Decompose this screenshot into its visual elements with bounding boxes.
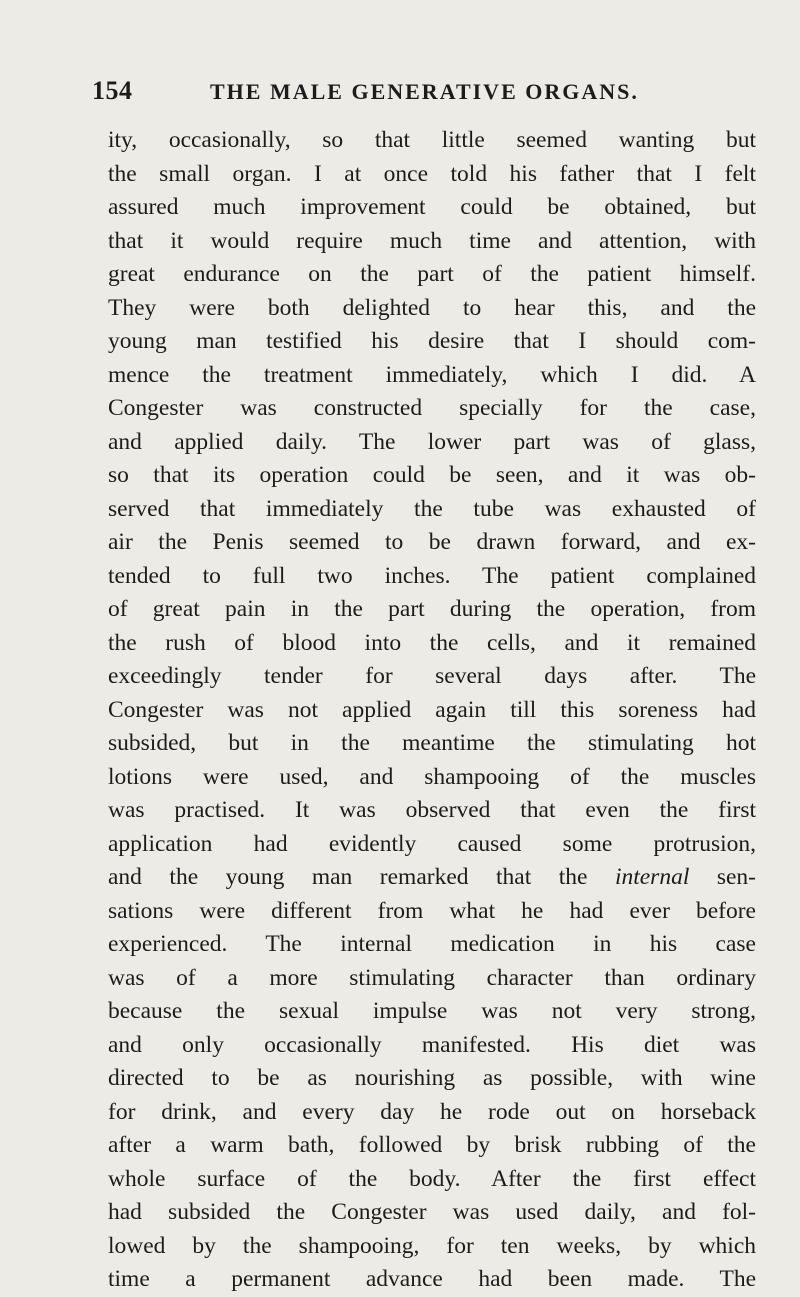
text-line: exceedingly tender for several days after. The [108,663,756,689]
text-line: and the young man remarked that the internal sen- [108,864,756,890]
text-line: directed to be as nourishing as possible, with wine [108,1065,756,1091]
text-line: lowed by the shampooing, for ten weeks, by which [108,1232,756,1259]
text-line: served that immediately the tube was exhausted of [108,495,756,522]
text-line: for drink, and every day he rode out on horseback [108,1098,756,1125]
text-line: Congester was not applied again till this soreness had [108,696,756,723]
text-line: They were both delighted to hear this, and the [108,294,756,321]
text-line: time a permanent advance had been made. The [108,1266,756,1292]
text-line: was practised. It was observed that even the first [108,797,756,823]
running-title: THE MALE GENERATIVE ORGANS. [210,79,639,104]
page-header [92,76,722,112]
text-line: of great pain in the part during the operation, from [108,596,756,622]
text-line: that it would require much time and attention, with [108,227,756,254]
text-line: was of a more stimulating character than ordinary [108,964,756,991]
page-number: 154 [92,76,133,105]
text-line: the small organ. I at once told his father that I felt [108,160,756,187]
text-line: experienced. The internal medication in his case [108,931,756,957]
text-line: ity, occasionally, so that little seemed wanting but [108,127,756,153]
text-line: air the Penis seemed to be drawn forward, and ex- [108,529,756,555]
text-line: had subsided the Congester was used daily, and fol- [108,1199,756,1225]
text-line: the rush of blood into the cells, and it remained [108,629,756,656]
text-line: because the sexual impulse was not very strong, [108,998,756,1024]
text-line: assured much improvement could be obtained, but [108,194,756,220]
text-line: so that its operation could be seen, and it was ob- [108,462,756,488]
text-line: great endurance on the part of the patient himself. [108,261,756,287]
emphasis: internal [614,864,690,890]
text-line: whole surface of the body. After the first effect [108,1165,756,1192]
text-line: Congester was constructed specially for the case, [108,395,756,421]
text-line: tended to full two inches. The patient complained [108,562,756,589]
text-line: after a warm bath, followed by brisk rubbing of the [108,1132,756,1158]
text-line: and applied daily. The lower part was of glass, [108,428,756,455]
text-line: young man testified his desire that I should com- [108,328,756,354]
body-text [108,124,756,1297]
text-line: lotions were used, and shampooing of the muscles [108,763,756,790]
text-line: subsided, but in the meantime the stimulating hot [108,730,756,756]
text-line: and only occasionally manifested. His diet was [108,1031,756,1058]
text-line: mence the treatment immediately, which I did. A [108,361,756,388]
text-line: application had evidently caused some protrusion, [108,830,756,857]
text-line: sations were different from what he had ever before [108,897,756,924]
